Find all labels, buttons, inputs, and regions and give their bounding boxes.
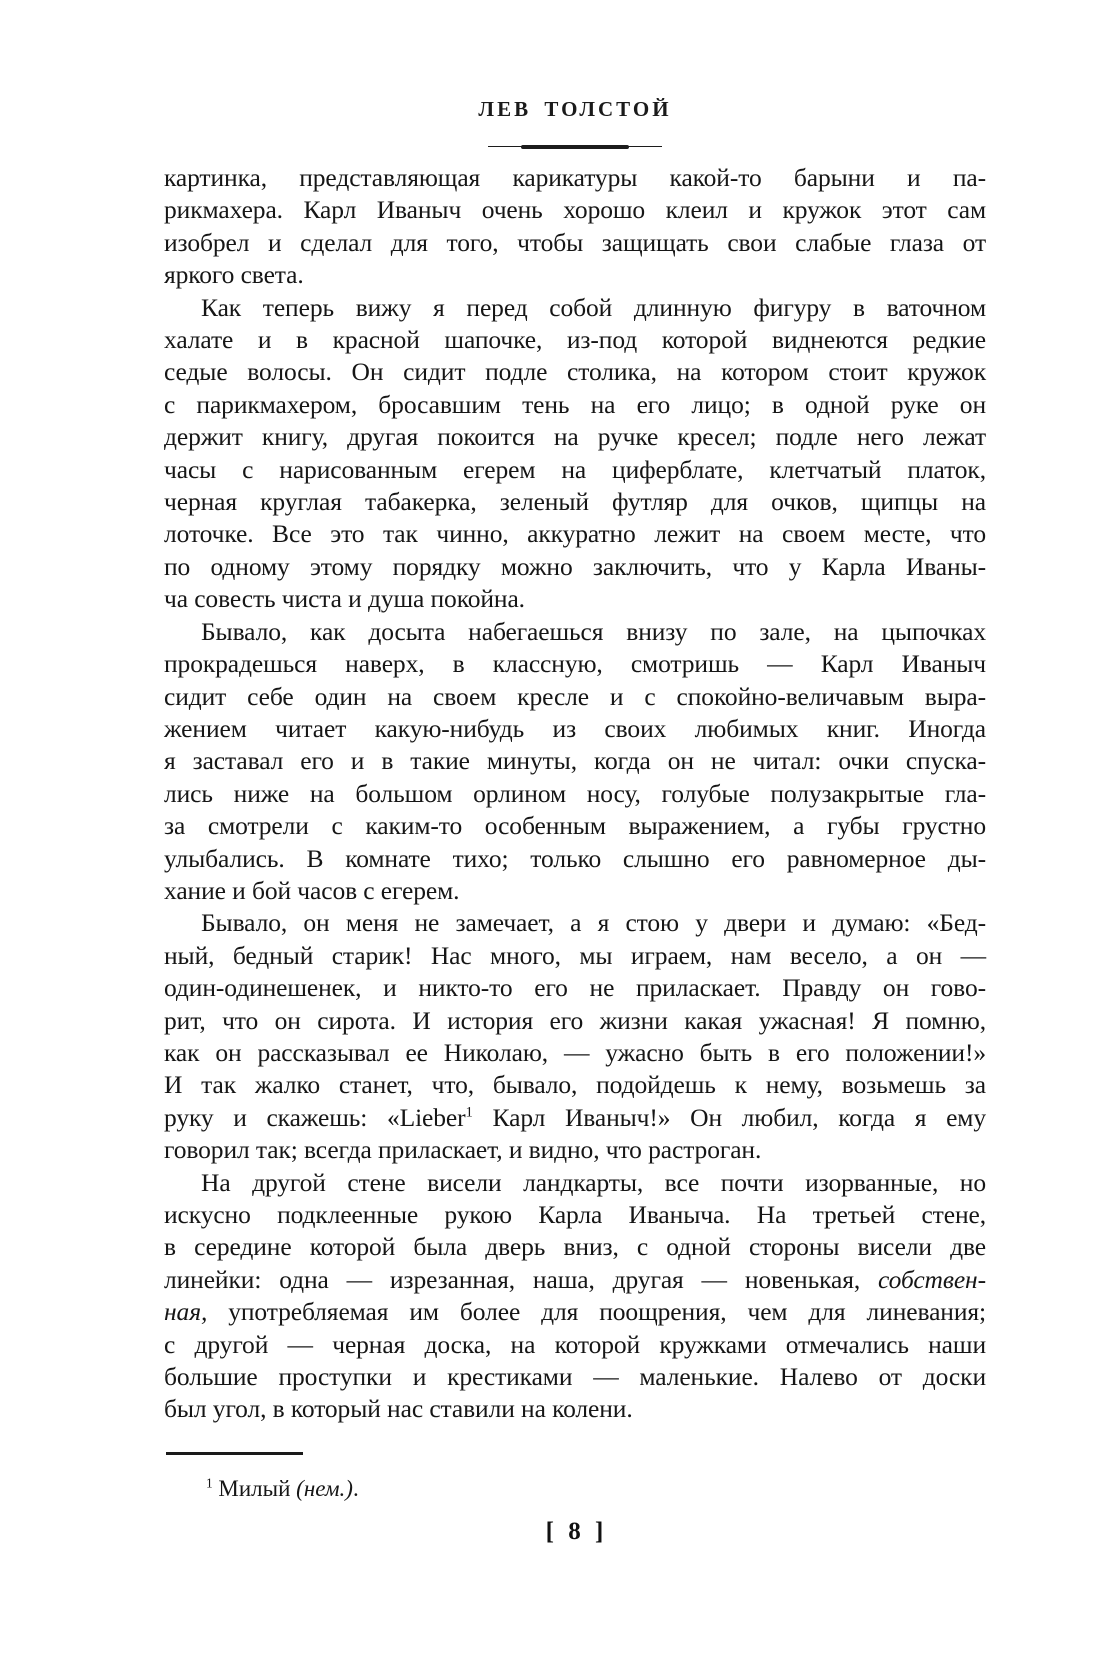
text-segment: большие проступки и крестиками — маленькие. Налево от доски <box>164 1362 986 1392</box>
text-segment: ный, бедный старик! Нас много, мы играем, нам весело, а он — <box>164 940 986 970</box>
text-line <box>164 875 986 907</box>
text-segment: жением читает какую-нибудь из своих любимых книг. Иногда <box>164 713 986 743</box>
text-segment: собствен- <box>878 1264 986 1294</box>
text-segment: халате и в красной шапочке, из-под которой виднеются редкие <box>164 325 986 355</box>
text-segment: лись ниже на большом орлином носу, голубые полузакрытые гла- <box>164 778 986 808</box>
text-line <box>164 194 986 226</box>
text-line <box>164 356 986 388</box>
text-segment: Как теперь вижу я перед собой длинную фигуру в ваточном <box>201 292 986 322</box>
text-segment: седые волосы. Он сидит подле столика, на котором стоит кружок <box>164 357 986 387</box>
text-segment: с парикмахером, бросавшим тень на его лицо; в одной руке он <box>164 389 986 419</box>
text-segment: искусно подклеенные рукою Карла Иваныча. На третьей стене, <box>164 1200 986 1229</box>
text-segment: изобрел и сделал для того, чтобы защищать свои слабые глаза от <box>164 227 986 257</box>
text-segment: лоточке. Все это так чинно, аккуратно лежит на своем месте, что <box>164 519 986 549</box>
text-line <box>164 810 986 842</box>
text-segment: . <box>352 1476 359 1501</box>
text-segment: один-одинешенек, и никто-то его не приласкает. Правду он гово- <box>164 973 986 1003</box>
text-line <box>164 745 986 777</box>
text-segment: рикмахера. Карл Иваныч очень хорошо клеил и кружок этот сам <box>164 195 986 225</box>
text-segment: с другой — черная доска, на которой кружками отмечались наши <box>164 1329 986 1359</box>
text-line <box>164 1167 986 1199</box>
text-line <box>164 1102 986 1134</box>
text-line <box>164 940 986 972</box>
text-line <box>164 713 986 745</box>
footnote-rule <box>166 1452 303 1455</box>
text-line <box>164 1134 986 1166</box>
text-line <box>164 681 986 713</box>
text-segment: И так жалко станет, что, бывало, подойдешь к нему, возьмешь за <box>164 1070 986 1100</box>
text-line <box>164 486 986 518</box>
text-segment: линейки: одна — изрезанная, наша, другая — новенькая, <box>164 1264 879 1294</box>
text-line <box>164 583 986 615</box>
text-segment: ча совесть чиста и душа покойна. <box>164 584 525 614</box>
text-line <box>164 1264 986 1296</box>
text-segment: яркого света. <box>164 260 304 290</box>
text-segment: Бывало, как досыта набегаешься внизу по зале, на цыпочках <box>201 616 986 646</box>
text-segment: держит книгу, другая покоится на ручке кресел; подле него лежат <box>164 422 986 452</box>
text-line <box>164 389 986 421</box>
text-line <box>164 551 986 583</box>
text-line <box>164 454 986 486</box>
text-line <box>164 1361 986 1393</box>
text-segment: как он рассказывал ее Николаю, — ужасно быть в его положении!» <box>164 1037 986 1067</box>
text-line <box>164 1393 986 1425</box>
text-segment: говорил так; всегда приласкает, и видно, что растроган. <box>164 1135 762 1165</box>
footnote-marker: 1 <box>206 1475 213 1491</box>
text-line <box>164 227 986 259</box>
text-segment: Карл Иваныч!» Он любил, когда я ему <box>472 1102 986 1132</box>
text-line <box>164 324 986 356</box>
text-segment: Милый <box>212 1476 297 1501</box>
text-segment: сидит себе один на своем кресле и с спокойно-величавым выра- <box>164 681 986 711</box>
text-line <box>164 648 986 680</box>
running-head: ЛЕВ ТОЛСТОЙ <box>478 97 672 121</box>
text-line <box>164 843 986 875</box>
text-segment: часы с нарисованным егерем на циферблате, клетчатый платок, <box>164 454 986 484</box>
text-segment: Бывало, он меня не замечает, а я стою у двери и думаю: «Бед- <box>201 908 986 938</box>
text-segment: На другой стене висели ландкарты, все почти изорванные, но <box>201 1167 986 1197</box>
text-segment: черная круглая табакерка, зеленый футляр для очков, щипцы на <box>164 487 986 517</box>
text-segment: (нем.) <box>296 1476 353 1501</box>
header-divider-ornament <box>164 143 986 150</box>
text-segment: по одному этому порядку можно заключить, что у Карла Иваны- <box>164 551 986 581</box>
text-line <box>164 1329 986 1361</box>
text-line <box>164 1069 986 1101</box>
text-line <box>164 972 986 1004</box>
text-line <box>164 1005 986 1037</box>
text-segment: употребляемая им более для поощрения, чем для линевания; <box>207 1297 986 1327</box>
page-number: [ 8 ] <box>545 1518 605 1545</box>
divider-thick-bar <box>521 145 629 149</box>
text-line <box>164 778 986 810</box>
text-line <box>164 421 986 453</box>
text-segment: прокрадешься наверх, в классную, смотришь — Карл Иваныч <box>164 649 986 679</box>
text-segment: картинка, представляющая карикатуры какой-то барыни и па- <box>164 163 986 192</box>
text-line <box>164 518 986 550</box>
text-segment: хание и бой часов с егерем. <box>164 875 460 905</box>
text-segment: руку и скажешь: «Lieber <box>164 1102 466 1132</box>
text-segment: ная, <box>164 1297 208 1327</box>
text-line <box>164 162 986 194</box>
footnote-text <box>164 1474 986 1504</box>
text-line <box>164 1037 986 1069</box>
body-text <box>164 162 986 1426</box>
text-segment: рит, что он сирота. И история его жизни какая ужасная! Я помню, <box>164 1005 986 1035</box>
text-segment: был угол, в который нас ставили на колени. <box>164 1394 633 1424</box>
text-segment: за смотрели с каким-то особенным выражением, а губы грустно <box>164 811 986 841</box>
text-segment: улыбались. В комнате тихо; только слышно его равномерное ды- <box>164 843 986 873</box>
text-segment: я заставал его и в такие минуты, когда он не читал: очки спуска- <box>164 746 986 776</box>
footnote-reference-superscript: 1 <box>465 1104 473 1121</box>
text-line <box>164 292 986 324</box>
text-line <box>164 1296 986 1328</box>
text-line <box>164 259 986 291</box>
text-line <box>164 616 986 648</box>
text-line <box>164 1199 986 1231</box>
text-line <box>164 1231 986 1263</box>
text-line <box>164 907 986 939</box>
text-segment: в середине которой была дверь вниз, с одной стороны висели две <box>164 1232 986 1262</box>
